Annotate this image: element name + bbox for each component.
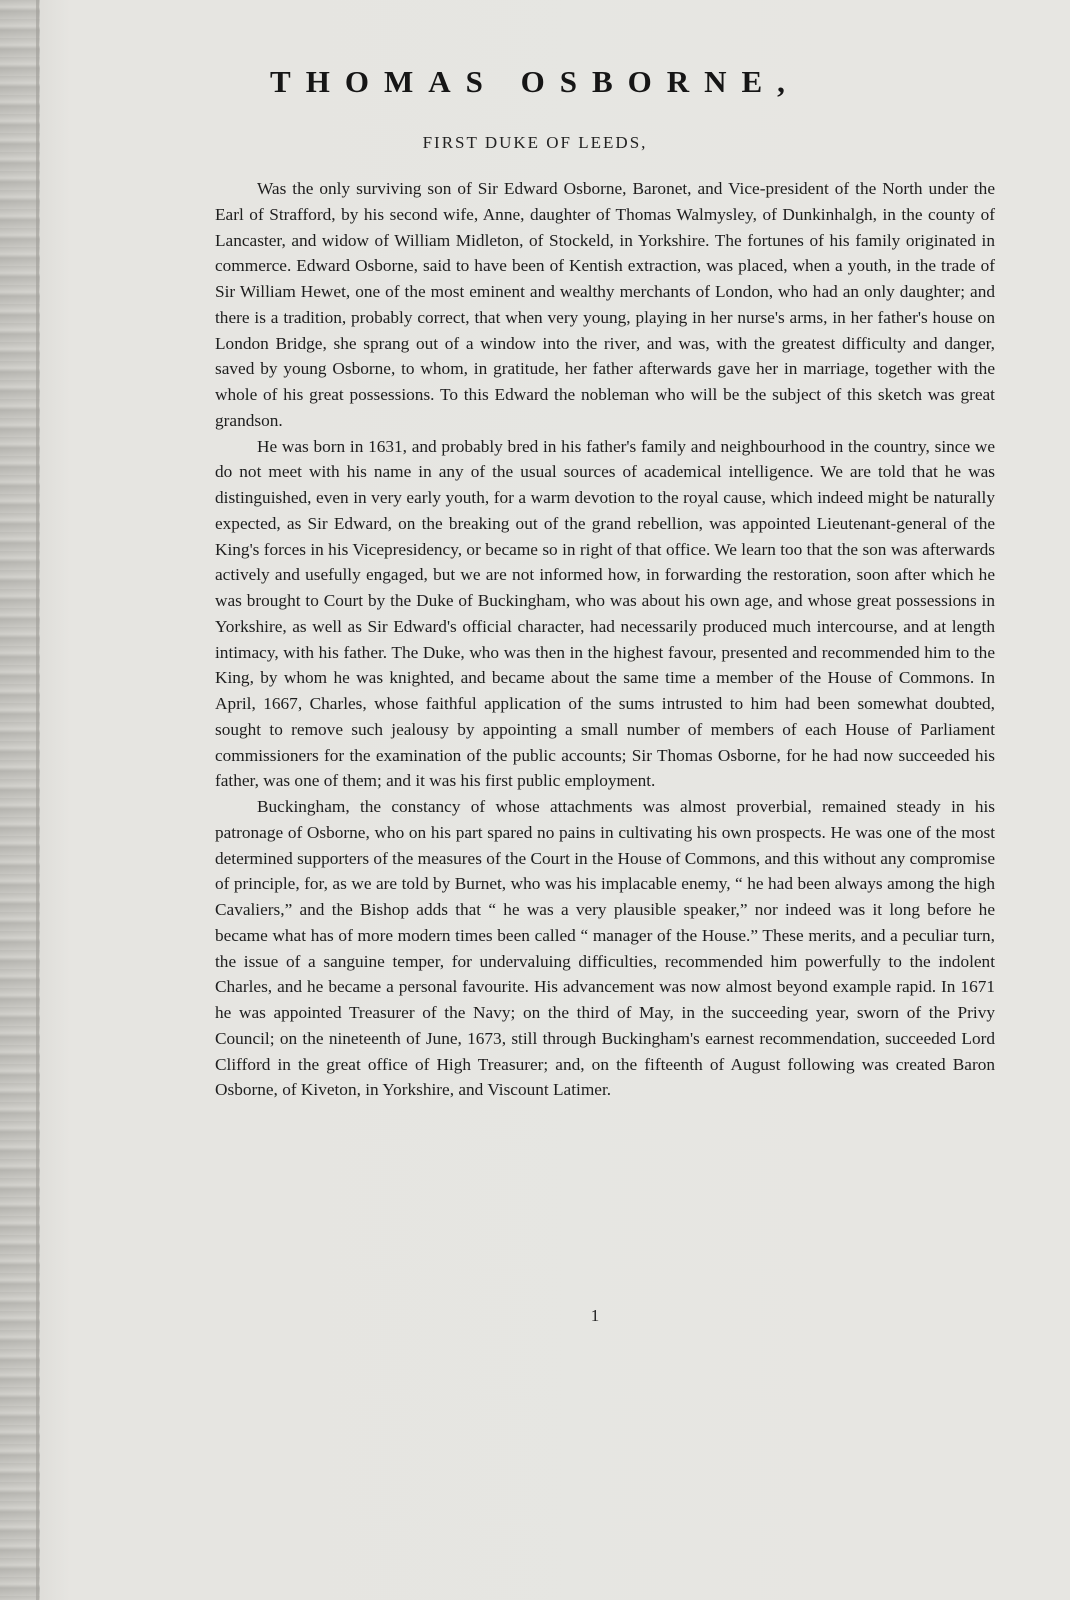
page-title: THOMAS OSBORNE, (270, 64, 800, 99)
deckle-edge (0, 0, 40, 1600)
paragraph-3: Buckingham, the constancy of whose attachments was almost proverbial, remained steady in his patronage of Osborne, who on his part spared no pains in cultivating his own prospects. He was one of the most determined supporters of the measures of the Court in the House of Commons, and this without any compromise of principle, for, as we are told by Burnet, who was his implacable enemy, “ he had been always among the high Cavaliers,” and the Bishop adds that “ he was a very plausible speaker,” nor indeed was it long before he became what has of more modern times been called “ manager of the House.” These merits, and a peculiar turn, the issue of a sanguine temper, for undervaluing difficulties, recommended him powerfully to the indolent Charles, and he became a personal favourite. His advancement was now almost beyond example rapid. In 1671 he was appointed Treasurer of the Navy; on the third of May, in the succeeding year, sworn of the Privy Council; on the nineteenth of June, 1673, still through Buckingham's earnest recommendation, succeeded Lord Clifford in the great office of High Treasurer; and, on the fifteenth of August following was created Baron Osborne, of Kiveton, in Yorkshire, and Viscount Latimer. (215, 797, 995, 1100)
page-subtitle: FIRST DUKE OF LEEDS, (422, 133, 648, 152)
page-number: 1 (590, 1306, 600, 1325)
paragraph-2: He was born in 1631, and probably bred in his father's family and neighbourhood in the country, since we do not meet with his name in any of the usual sources of academical intelligence. We are told that he was distinguished, even in very early youth, for a warm devotion to the royal cause, which indeed might be naturally expected, as Sir Edward, on the breaking out of the grand rebellion, was appointed Lieutenant-general of the King's forces in his Vicepresidency, or became so in right of that office. We learn too that the son was afterwards actively and usefully engaged, but we are not informed how, in forwarding the restoration, soon after which he was brought to Court by the Duke of Buckingham, who was about his own age, and whose great possessions in Yorkshire, as well as Sir Edward's official character, had necessarily produced much intercourse, and at length intimacy, with his father. The Duke, who was then in the highest favour, presented and recommended him to the King, by whom he was knighted, and became about the same time a member of the House of Commons. In April, 1667, Charles, whose faithful application of the sums intrusted to him had been somewhat doubted, sought to remove such jealousy by appointing a small number of members of each House of Parliament commissioners for the examination of the public accounts; Sir Thomas Osborne, for he had now succeeded his father, was one of them; and it was his first public employment. (215, 436, 995, 791)
body-text (215, 176, 995, 1103)
paragraph-1: Was the only surviving son of Sir Edward Osborne, Baronet, and Vice-president of the North under the Earl of Strafford, by his second wife, Anne, daughter of Thomas Walmysley, of Dunkinhalgh, in the county of Lancaster, and widow of William Midleton, of Stockeld, in Yorkshire. The fortunes of his family originated in commerce. Edward Osborne, said to have been of Kentish extraction, was placed, when a youth, in the trade of Sir William Hewet, one of the most eminent and wealthy merchants of London, who had an only daughter; and there is a tradition, probably correct, that when very young, playing in her nurse's arms, in her father's house on London Bridge, she sprang out of a window into the river, and was, with the greatest difficulty and danger, saved by young Osborne, to whom, in gratitude, her father afterwards gave her in marriage, together with the whole of his great possessions. To this Edward the nobleman who will be the subject of this sketch was great grandson. (215, 179, 995, 430)
page-edge-line (36, 0, 39, 1600)
